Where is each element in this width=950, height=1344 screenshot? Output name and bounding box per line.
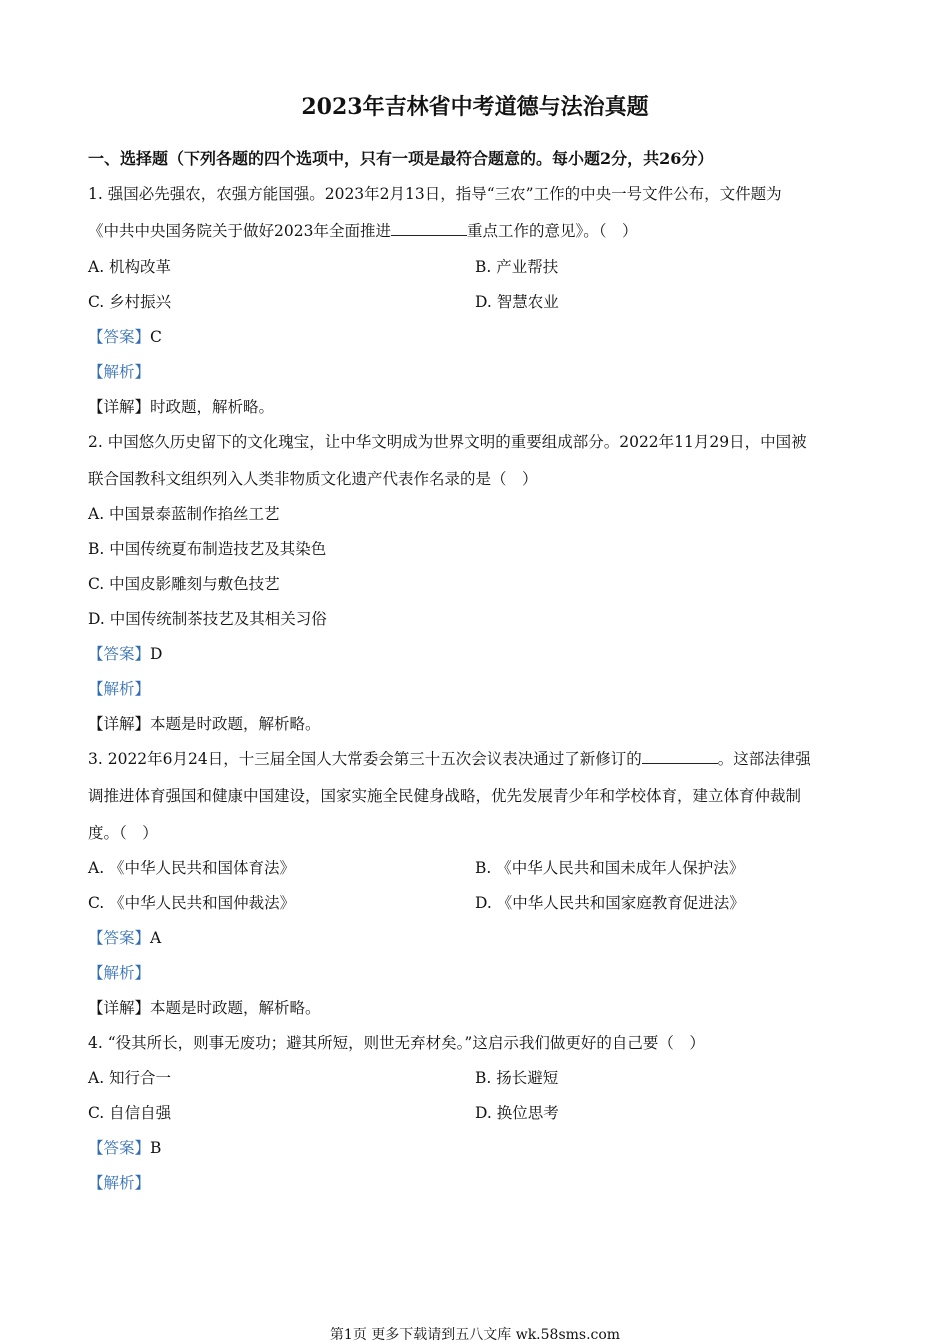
q3-stem-line2: 调推进体育强国和健康中国建设，国家实施全民健身战略，优先发展青少年和学校体育，建立体育仲裁制 — [88, 787, 802, 805]
q2-stem-line1: 2. 中国悠久历史留下的文化瑰宝，让中华文明成为世界文明的重要组成部分。2022年11月29日，中国被 — [88, 433, 807, 451]
fill-blank — [391, 223, 467, 236]
q2-answer: 【答案】D — [88, 645, 163, 663]
q4-option-b: B. 扬长避短 — [475, 1069, 559, 1087]
q3-option-b: B. 《中华人民共和国未成年人保护法》 — [475, 859, 745, 877]
q2-option-c: C. 中国皮影雕刻与敷色技艺 — [88, 575, 280, 593]
q1-option-a: A. 机构改革 — [88, 258, 172, 276]
q2-stem-line2: 联合国教科文组织列入人类非物质文化遗产代表作名录的是（ ） — [88, 470, 538, 488]
q3-detail: 【详解】本题是时政题，解析略。 — [88, 999, 321, 1017]
q1-option-d: D. 智慧农业 — [475, 293, 559, 311]
q4-answer: 【答案】B — [88, 1139, 162, 1157]
q3-option-d: D. 《中华人民共和国家庭教育促进法》 — [475, 894, 745, 912]
q3-answer: 【答案】A — [88, 929, 162, 947]
q1-stem-line2: 《中共中央国务院关于做好2023年全面推进 重点工作的意见》。（ ） — [88, 222, 638, 240]
q4-analysis-tag: 【解析】 — [88, 1174, 151, 1192]
q3-analysis-tag: 【解析】 — [88, 964, 151, 982]
q4-option-a: A. 知行合一 — [88, 1069, 172, 1087]
q2-detail: 【详解】本题是时政题，解析略。 — [88, 715, 321, 733]
q4-option-c: C. 自信自强 — [88, 1104, 172, 1122]
q3-stem-line1: 3. 2022年6月24日，十三届全国人大常委会第三十五次会议表决通过了新修订的 。这部法律强 — [88, 750, 811, 768]
section-heading: 一、选择题（下列各题的四个选项中，只有一项是最符合题意的。每小题2分，共26分） — [88, 149, 714, 168]
q1-option-c: C. 乡村振兴 — [88, 293, 172, 311]
q1-detail: 【详解】时政题，解析略。 — [88, 398, 275, 416]
q4-option-d: D. 换位思考 — [475, 1104, 559, 1122]
q1-answer: 【答案】C — [88, 328, 162, 346]
q3-option-c: C. 《中华人民共和国仲裁法》 — [88, 894, 296, 912]
q2-option-b: B. 中国传统夏布制造技艺及其染色 — [88, 540, 327, 558]
q2-option-a: A. 中国景泰蓝制作掐丝工艺 — [88, 505, 280, 523]
q3-option-a: A. 《中华人民共和国体育法》 — [88, 859, 296, 877]
q1-analysis-tag: 【解析】 — [88, 363, 151, 381]
q1-option-b: B. 产业帮扶 — [475, 258, 559, 276]
page-title: 2023年吉林省中考道德与法治真题 — [301, 94, 649, 120]
q2-analysis-tag: 【解析】 — [88, 680, 151, 698]
q1-stem-line1: 1. 强国必先强农，农强方能国强。2023年2月13日，指导“三农”工作的中央一号文件公布，文件题为 — [88, 185, 782, 203]
q3-stem-line3: 度。（ ） — [88, 824, 158, 842]
q2-option-d: D. 中国传统制茶技艺及其相关习俗 — [88, 610, 327, 628]
page-footer: 第1页 更多下载请到五八文库 wk.58sms.com — [329, 1327, 621, 1343]
q4-stem-line1: 4. “役其所长，则事无废功；避其所短，则世无弃材矣。”这启示我们做更好的自己要（ ） — [88, 1034, 705, 1052]
fill-blank — [642, 751, 718, 764]
